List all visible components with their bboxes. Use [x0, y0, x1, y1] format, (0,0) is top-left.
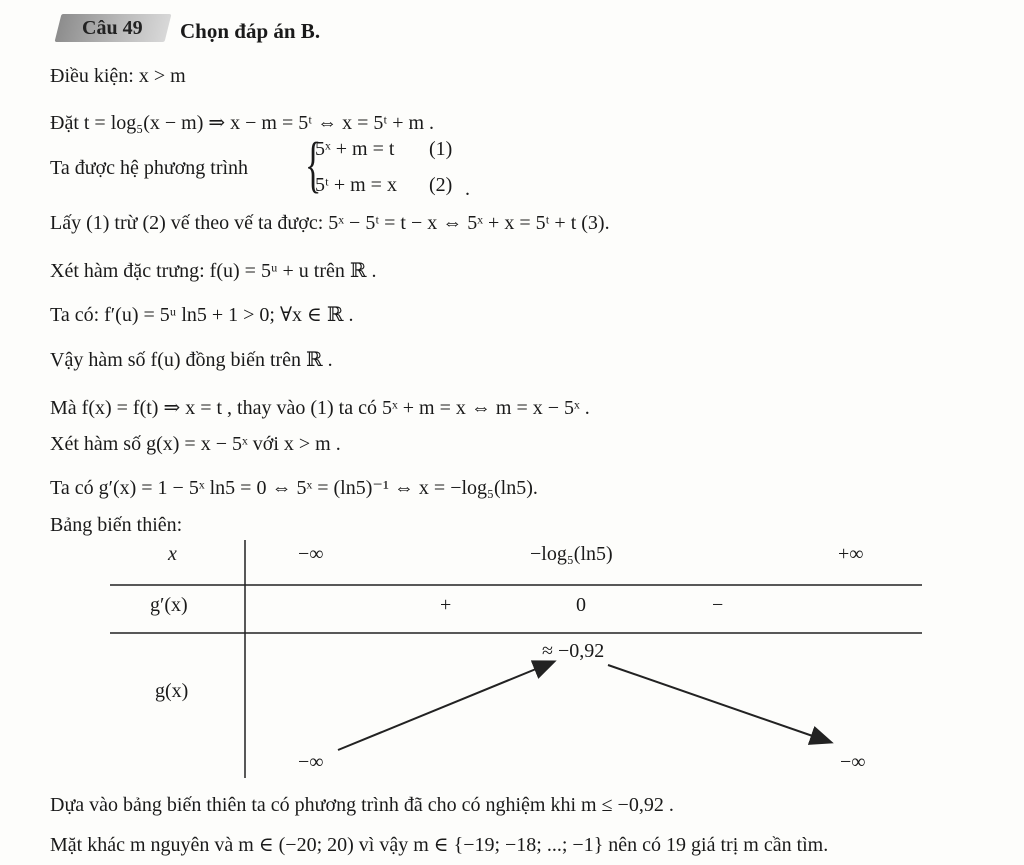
characteristic-function: Xét hàm đặc trưng: f(u) = 5ᵘ + u trên ℝ . [50, 260, 377, 282]
g-max-value: ≈ −0,92 [542, 640, 605, 662]
derivative-line: Ta có: f′(u) = 5ᵘ ln5 + 1 > 0; ∀x ∈ ℝ . [50, 304, 354, 326]
equation-system [305, 131, 475, 204]
question-number: Câu 49 [82, 17, 143, 39]
substitute-back-line: Mà f(x) = f(t) ⇒ x = t , thay vào (1) ta có 5ˣ + m = x ⇔ m = x − 5ˣ . [50, 397, 590, 419]
x-right-infinity: +∞ [838, 543, 864, 565]
monotone-line: Vậy hàm số f(u) đồng biến trên ℝ . [50, 349, 333, 371]
g-function-line: Xét hàm số g(x) = x − 5ˣ với x > m . [50, 433, 341, 455]
x-row-label: x [168, 543, 177, 565]
brace-icon: { [305, 131, 322, 199]
system-end: . [465, 178, 470, 200]
answer-heading: Chọn đáp án B. [180, 19, 321, 43]
g-row-label: g(x) [155, 680, 189, 702]
system-intro: Ta được hệ phương trình [50, 157, 249, 179]
gprime-zero: 0 [576, 594, 586, 616]
gprime-minus-sign: − [712, 594, 724, 616]
substitution-line: Đặt t = log₅(x − m) ⇒ x − m = 5ᵗ ⇔ x = 5ᵗ + m . [50, 112, 435, 134]
final-answer-line: Mặt khác m nguyên và m ∈ (−20; 20) vì vậy m ∈ {−19; −18; ...; −1} nên có 19 giá trị m cần tìm. [50, 834, 829, 856]
system-tag1: (1) [429, 138, 453, 160]
system-tag2: (2) [429, 174, 453, 196]
x-critical-point: −log₅(ln5) [530, 543, 613, 565]
subtract-line: Lấy (1) trừ (2) vế theo vế ta được: 5ˣ − 5ᵗ = t − x ⇔ 5ˣ + x = 5ᵗ + t (3). [50, 212, 610, 234]
increase-arrow [338, 662, 553, 750]
g-derivative-line: Ta có g′(x) = 1 − 5ˣ ln5 = 0 ⇔ 5ˣ = (ln5)⁻¹ ⇔ x = −log₅(ln5). [50, 477, 538, 499]
x-left-infinity: −∞ [298, 543, 324, 565]
g-left-limit: −∞ [298, 751, 324, 773]
conclusion-line: Dựa vào bảng biến thiên ta có phương trình đã cho có nghiệm khi m ≤ −0,92 . [50, 794, 674, 816]
g-right-limit: −∞ [840, 751, 866, 773]
gprime-plus-sign: + [440, 594, 452, 616]
system-eq2: 5ᵗ + m = x [315, 174, 397, 196]
condition-line: Điều kiện: x > m [50, 65, 186, 87]
gprime-row-label: g′(x) [150, 594, 188, 616]
system-eq1: 5ˣ + m = t [315, 138, 395, 160]
decrease-arrow [608, 665, 830, 742]
table-caption: Bảng biến thiên: [50, 514, 183, 536]
